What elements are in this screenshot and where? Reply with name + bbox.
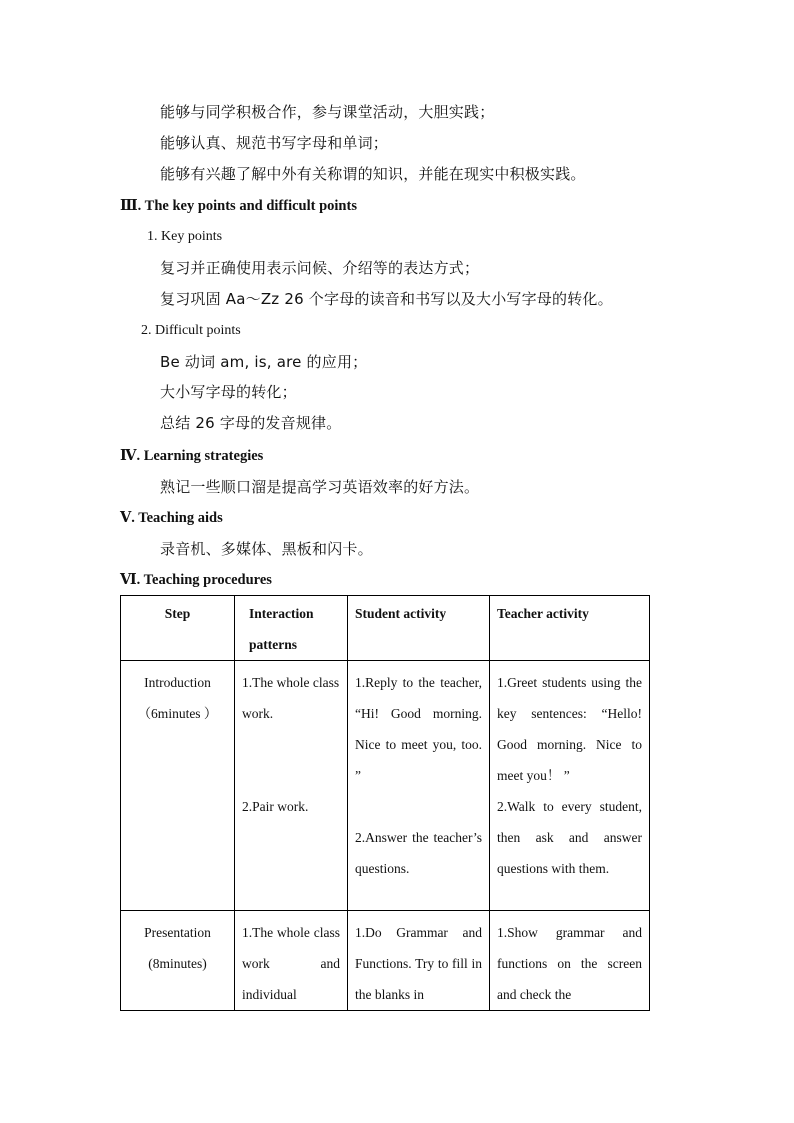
student-activity-1: 1.Do Grammar and Functions. Try to fill in the blanks in <box>355 925 482 1002</box>
column-header-teacher: Teacher activity <box>490 596 650 661</box>
section-4-heading: Ⅳ. Learning strategies <box>120 448 264 464</box>
objective-2: 能够认真、规范书写字母和单词； <box>160 134 389 152</box>
objective-1: 能够与同学积极合作，参与课堂活动，大胆实践； <box>160 103 495 121</box>
column-header-student: Student activity <box>348 596 490 661</box>
section-6-heading: Ⅵ. Teaching procedures <box>120 572 272 588</box>
teacher-activity-cell <box>490 911 650 1011</box>
section-5-heading: Ⅴ. Teaching aids <box>120 510 223 526</box>
table-row <box>121 911 650 1011</box>
student-activity-2: 2.Answer the teacher’s questions. <box>355 830 482 876</box>
teacher-activity-1: 1.Greet students using the key sentences: “Hello! Good morning. Nice to meet you！ ” <box>497 675 642 783</box>
teacher-activity-1: 1.Show grammar and functions on the screen and check the <box>497 925 642 1002</box>
table-header-row <box>121 596 650 661</box>
difficult-points-label: 2. Difficult points <box>141 323 241 338</box>
column-header-step: Step <box>121 596 235 661</box>
difficult-point-1: Be 动词 am, is, are 的应用； <box>160 353 368 371</box>
column-header-interaction: Interaction patterns <box>235 596 348 661</box>
procedures-table <box>120 595 650 1011</box>
key-point-2: 复习巩固 Aa～Zz 26 个字母的读音和书写以及大小写字母的转化。 <box>160 290 613 308</box>
difficult-point-2: 大小写字母的转化； <box>160 383 297 401</box>
interaction-item-1: 1.The whole class work and individual <box>242 925 340 1002</box>
key-point-1: 复习并正确使用表示问候、介绍等的表达方式； <box>160 259 480 277</box>
interaction-cell <box>235 661 348 911</box>
learning-strategies-text: 熟记一些顺口溜是提高学习英语效率的好方法。 <box>160 478 480 496</box>
teacher-activity-cell <box>490 661 650 911</box>
teacher-activity-2: 2.Walk to every student, then ask and answer questions with them. <box>497 799 642 876</box>
interaction-item-2: 2.Pair work. <box>242 799 309 814</box>
teaching-aids-text: 录音机、多媒体、黑板和闪卡。 <box>160 540 373 558</box>
table-row <box>121 661 650 911</box>
interaction-item-1: 1.The whole class work. <box>242 675 340 721</box>
step-cell: Introduction（6minutes ） <box>121 661 235 911</box>
difficult-point-3: 总结 26 字母的发音规律。 <box>160 414 342 432</box>
student-activity-cell <box>348 911 490 1011</box>
student-activity-1: 1.Reply to the teacher, “Hi! Good morning. Nice to meet you, too. ” <box>355 675 482 783</box>
interaction-cell <box>235 911 348 1011</box>
step-cell: Presentation (8minutes) <box>121 911 235 1011</box>
section-3-heading: Ⅲ. The key points and difficult points <box>120 198 357 214</box>
key-points-label: 1. Key points <box>147 229 223 244</box>
objective-3: 能够有兴趣了解中外有关称谓的知识，并能在现实中积极实践。 <box>160 165 586 183</box>
student-activity-cell <box>348 661 490 911</box>
